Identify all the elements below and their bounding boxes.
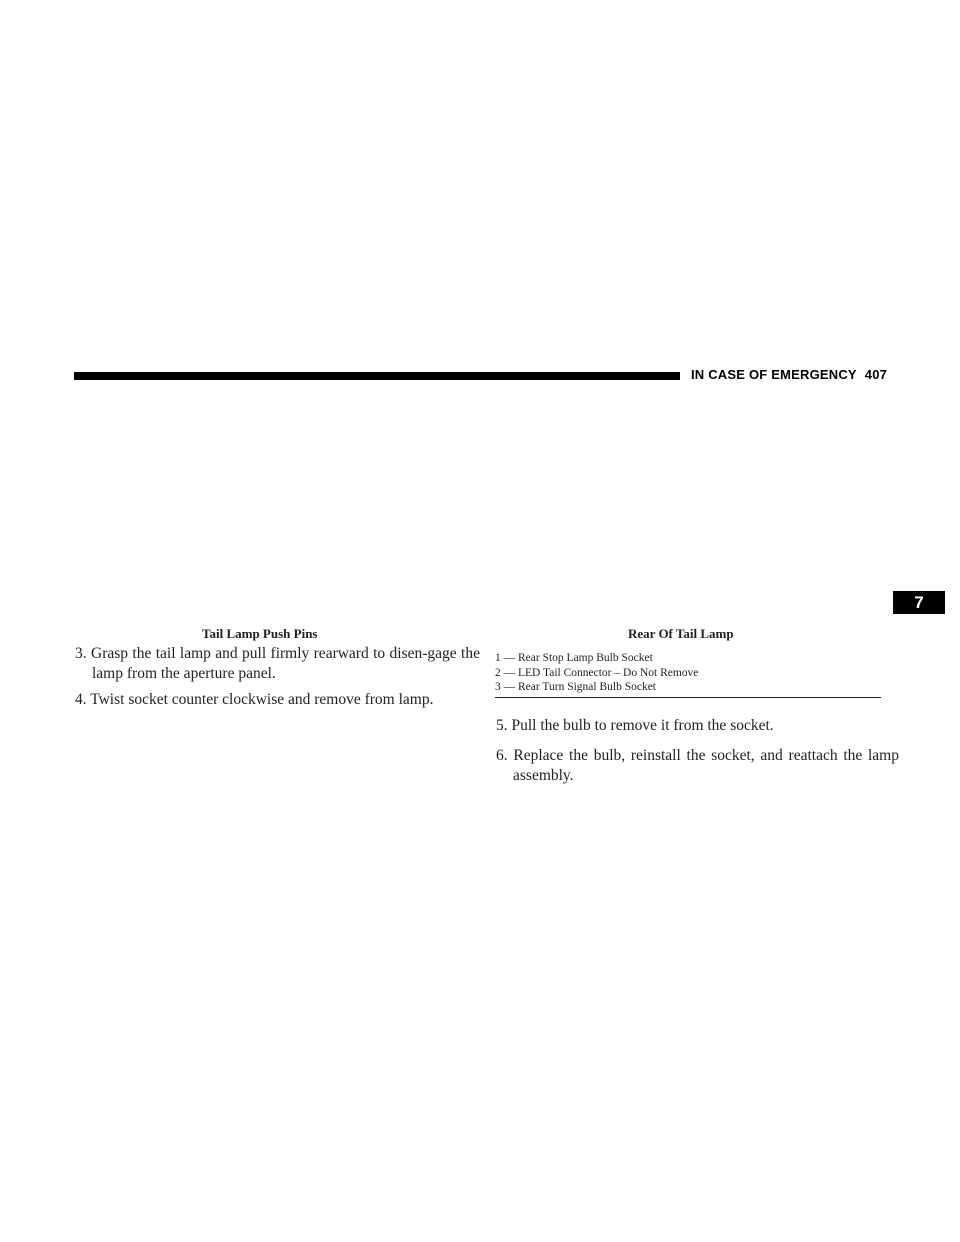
step-3: 3. Grasp the tail lamp and pull firmly rearward to disen-gage the lamp from the aperture panel.: [75, 645, 480, 682]
running-header: [691, 367, 887, 382]
section-title: IN CASE OF EMERGENCY: [691, 367, 857, 382]
step-6: 6. Replace the bulb, reinstall the socket, and reattach the lamp assembly.: [496, 747, 899, 784]
header-rule: [74, 372, 680, 380]
figure-caption-tail-lamp-push-pins: Tail Lamp Push Pins: [202, 626, 318, 641]
figure-legend: [495, 651, 881, 698]
chapter-tab: 7: [893, 591, 945, 614]
page-number: 407: [864, 367, 888, 382]
legend-item: 1 — Rear Stop Lamp Bulb Socket: [495, 652, 653, 664]
figure-caption-rear-of-tail-lamp: Rear Of Tail Lamp: [628, 626, 734, 641]
legend-item: 3 — Rear Turn Signal Bulb Socket: [495, 681, 657, 693]
legend-item: 2 — LED Tail Connector – Do Not Remove: [495, 666, 699, 679]
step-4: 4. Twist socket counter clockwise and remove from lamp.: [75, 691, 434, 708]
step-5: 5. Pull the bulb to remove it from the socket.: [496, 717, 774, 734]
